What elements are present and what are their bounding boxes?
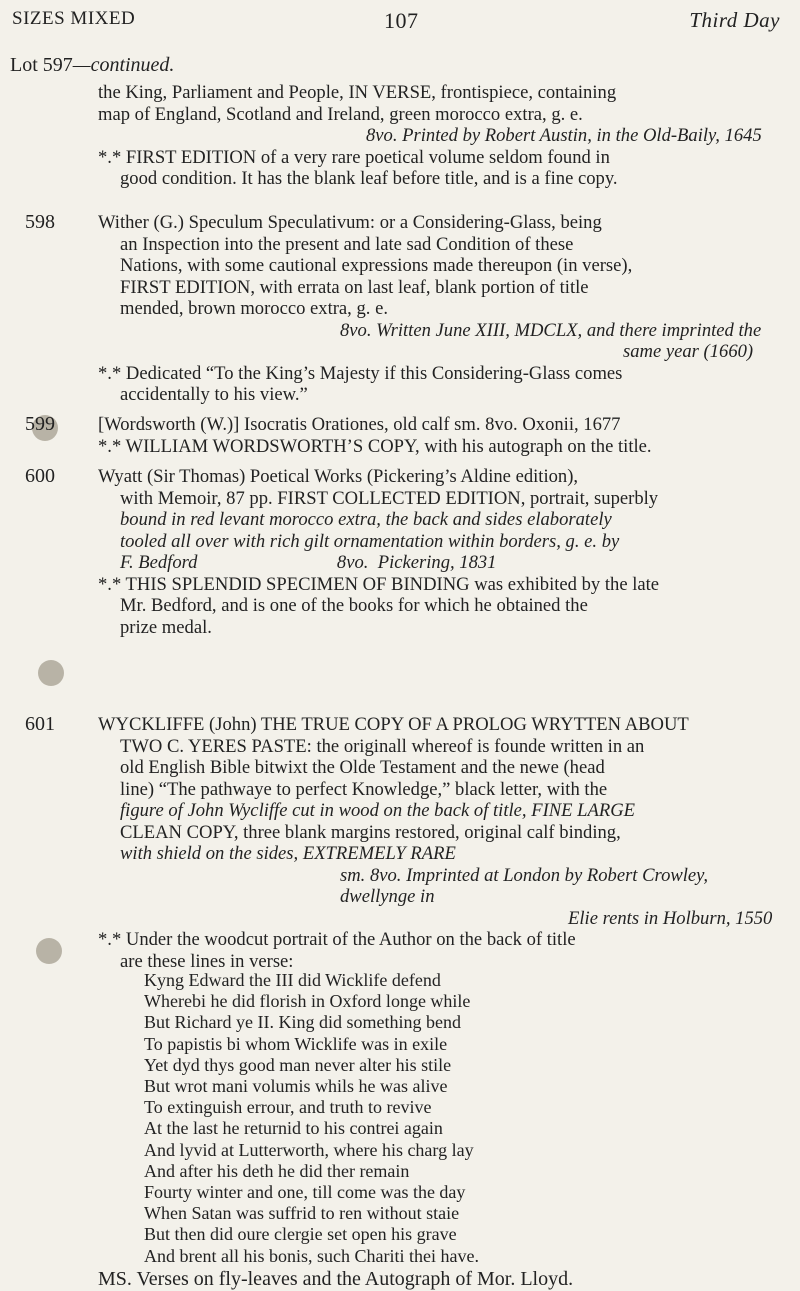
verse-line: But Richard ye II. King did something bend [144,1012,461,1033]
entry-line: same year (1660) [623,341,754,362]
binding-hole-mark [38,660,64,686]
verse-line: But then did oure clergie set open his grave [144,1224,457,1245]
lot-number: 598 [25,211,55,233]
page-number: 107 [384,8,419,33]
entry-line: an Inspection into the present and late sad Condition of these [120,233,574,255]
entry-line: 8vo. Printed by Robert Austin, in the Old-Baily, 1645 [366,125,762,146]
verse-line: And lyvid at Lutterworth, where his charg lay [144,1139,474,1160]
entry-note: *.* Under the woodcut portrait of the Author on the back of title [98,929,576,950]
binding-hole-mark [36,938,62,964]
lot-number: 599 [25,413,55,435]
entry-line: 8vo. Written June XIII, MDCLX, and there imprinted the [340,319,762,341]
entry-line: Wyatt (Sir Thomas) Poetical Works (Pickering’s Aldine edition), [98,466,579,487]
verse-line: And after his deth he did ther remain [144,1160,410,1181]
entry-line: FIRST EDITION, with errata on last leaf, blank portion of title [120,276,589,298]
entry-line: bound in red levant morocco extra, the back and sides elaborately [120,509,612,530]
verse-line: To papistis bi whom Wicklife was in exile [144,1033,448,1054]
lot-number: 600 [25,465,55,487]
entry-note: prize medal. [120,616,212,638]
entry-note: *.* FIRST EDITION of a very rare poetical volume seldom found in [98,146,610,168]
closing-note: MS. Verses on fly-leaves and the Autograph of Mor. Lloyd. [98,1268,574,1290]
entry-line: line) “The pathwaye to perfect Knowledge,” black letter, with the [120,778,608,800]
verse-line: Fourty winter and one, till come was the day [144,1182,466,1203]
lot-continued-heading: Lot 597—continued. [10,54,175,76]
entry-note: are these lines in verse: [120,950,294,972]
verse-line: And brent all his bonis, such Chariti thei have. [144,1245,479,1266]
entry-line: old English Bible bitwixt the Olde Testament and the newe (head [120,757,605,778]
entry-note: accidentally to his view.” [120,384,308,405]
entry-line: with Memoir, 87 pp. FIRST COLLECTED EDITION, portrait, superbly [120,487,659,509]
entry-line: with shield on the sides, EXTREMELY RARE [120,843,456,864]
header-section-label: SIZES MIXED [12,8,136,29]
verse-line: But wrot mani volumis whils he was alive [144,1076,448,1097]
entry-line: CLEAN COPY, three blank margins restored, original calf binding, [120,821,621,843]
entry-line: TWO C. YERES PASTE: the originall whereof is founde written in an [120,735,645,757]
entry-line: Nations, with some cautional expressions made thereupon (in verse), [120,255,633,276]
verse-line: When Satan was suffrid to ren without staie [144,1203,460,1224]
entry-line: sm. 8vo. Imprinted at London by Robert Crowley, dwellynge in [340,864,709,907]
entry-note: *.* WILLIAM WORDSWORTH’S COPY, with his autograph on the title. [98,435,652,457]
entry-line: [Wordsworth (W.)] Isocratis Orationes, old calf sm. 8vo. Oxonii, 1677 [98,414,621,435]
header-day-label: Third Day [689,8,780,32]
page-header [12,8,780,38]
entry-line: WYCKLIFFE (John) THE TRUE COPY OF A PROLOG WRYTTEN ABOUT [98,714,689,735]
entry-note: good condition. It has the blank leaf before title, and is a fine copy. [120,168,618,189]
entry-line: figure of John Wycliffe cut in wood on the back of title, FINE LARGE [120,800,636,821]
verse-line: Kyng Edward the III did Wicklife defend [144,970,441,990]
lot-597-entry [98,82,788,190]
entry-note: *.* THIS SPLENDID SPECIMEN OF BINDING was exhibited by the late [98,573,660,595]
entry-line: tooled all over with rich gilt ornamentation within borders, g. e. by [120,530,620,552]
entry-line: F. Bedford 8vo. Pickering, 1831 [120,552,497,573]
entry-line: Wither (G.) Speculum Speculativum: or a Considering-Glass, being [98,212,602,233]
verse-line: At the last he returnid to his contrei again [144,1118,443,1139]
entry-line: mended, brown morocco extra, g. e. [120,298,388,319]
verse-line: To extinguish errour, and truth to revive [144,1097,432,1118]
entry-note: Mr. Bedford, and is one of the books for which he obtained the [120,595,588,616]
entry-note: *.* Dedicated “To the King’s Majesty if this Considering-Glass comes [98,362,623,384]
verse-line: Wherebi he did florish in Oxford longe while [144,991,471,1012]
entry-line: map of England, Scotland and Ireland, green morocco extra, g. e. [98,103,583,125]
verse-quotation [144,970,479,1267]
verse-line: Yet dyd thys good man never alter his stile [144,1054,452,1075]
entry-line: Elie rents in Holburn, 1550 [568,907,773,929]
entry-line: the King, Parliament and People, IN VERSE, frontispiece, containing [98,82,617,103]
lot-number: 601 [25,713,55,735]
